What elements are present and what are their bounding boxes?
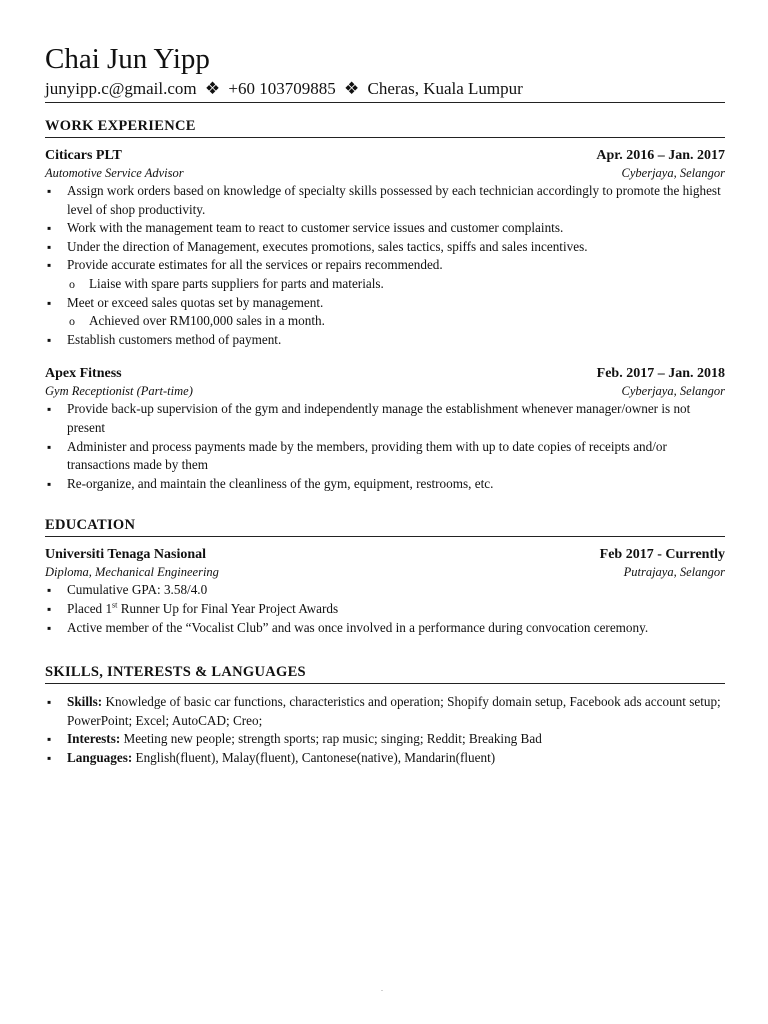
languages-label: Languages: <box>67 749 133 765</box>
languages-text: English(fluent), Malay(fluent), Cantonese(native), Mandarin(fluent) <box>132 749 496 765</box>
email-text: junyipp.c@gmail.com <box>45 79 197 98</box>
list-item-text: Placed 1 <box>67 600 113 616</box>
job-dates: Apr. 2016 – Jan. 2017 <box>596 148 725 163</box>
ordinal-suffix: st <box>112 600 118 610</box>
list-item: ▪ Administer and process payments made by the members, providing them with up to date copies of receipts and/or transactions made by them <box>45 438 725 475</box>
education-entry <box>45 546 725 637</box>
phone-text: +60 103709885 <box>228 79 336 98</box>
list-item <box>45 730 725 749</box>
section-title: SKILLS, INTERESTS & LANGUAGES <box>45 664 725 684</box>
list-item <box>45 600 725 619</box>
list-item: ▪ Assign work orders based on knowledge of specialty skills possessed by each technician accordingly to promote the highest level of shop productivity. <box>45 182 725 219</box>
skills-list <box>45 693 725 767</box>
list-item: ▪ Work with the management team to react to customer service issues and customer complaints. <box>45 219 725 238</box>
list-item <box>45 693 725 730</box>
job-title: Gym Receptionist (Part-time) <box>45 384 193 399</box>
education-list <box>45 581 725 637</box>
interests-label: Interests: <box>67 731 121 747</box>
education-section <box>45 517 725 637</box>
skills-label: Skills: <box>67 694 103 710</box>
work-experience-section <box>45 118 725 493</box>
sub-list <box>45 312 725 331</box>
school-location: Putrajaya, Selangor <box>623 565 725 580</box>
job-title: Automotive Service Advisor <box>45 166 184 180</box>
footer-mark: . <box>381 984 383 993</box>
job-location: Cyberjaya, Selangor <box>621 384 725 399</box>
sub-list <box>45 275 725 294</box>
skills-text: Knowledge of basic car functions, characteristics and operation; Shopify domain setup, Facebook ads account setup; PowerPoint; Excel; AutoCAD; Creo; <box>67 694 721 728</box>
separator-icon: ❖ <box>343 79 360 98</box>
degree-title: Diploma, Mechanical Engineering <box>45 565 219 580</box>
skills-section <box>45 664 725 767</box>
company-name: Apex Fitness <box>45 366 122 382</box>
section-title: WORK EXPERIENCE <box>45 118 725 138</box>
list-item: ▪ Meet or exceed sales quotas set by management. <box>45 294 725 313</box>
duties-list <box>45 182 725 275</box>
work-entry <box>45 147 725 349</box>
job-dates: Feb. 2017 – Jan. 2018 <box>596 366 725 382</box>
school-name: Universiti Tenaga Nasional <box>45 547 207 563</box>
list-item: ▪ Re-organize, and maintain the cleanliness of the gym, equipment, restrooms, etc. <box>45 475 725 494</box>
separator-icon: ❖ <box>204 79 221 98</box>
company-name: Citicars PLT <box>45 148 122 163</box>
list-item <box>45 749 725 768</box>
sub-list-item: o Liaise with spare parts suppliers for parts and materials. <box>45 275 725 294</box>
list-item: ▪ Under the direction of Management, executes promotions, sales tactics, spiffs and sales incentives. <box>45 238 725 257</box>
list-item: ▪ Active member of the “Vocalist Club” and was once involved in a performance during convocation ceremony. <box>45 619 725 638</box>
location-text: Cheras, Kuala Lumpur <box>367 79 523 98</box>
list-item: ▪ Establish customers method of payment. <box>45 331 725 350</box>
sub-list-item: o Achieved over RM100,000 sales in a month. <box>45 312 725 331</box>
list-item-text: Provide accurate estimates for all the services or repairs recommended. <box>67 257 443 273</box>
duties-list <box>45 294 725 313</box>
candidate-name: Chai Jun Yipp <box>45 43 210 75</box>
education-dates: Feb 2017 - Currently <box>599 547 725 563</box>
section-title: EDUCATION <box>45 517 725 537</box>
list-item <box>45 256 725 275</box>
interests-text: Meeting new people; strength sports; rap music; singing; Reddit; Breaking Bad <box>120 731 542 747</box>
list-item: ▪ Cumulative GPA: 3.58/4.0 <box>45 581 725 600</box>
duties-list <box>45 331 725 350</box>
list-item: ▪ Provide back-up supervision of the gym and independently manage the establishment whenever manager/owner is not present <box>45 400 725 437</box>
list-item-text: Runner Up for Final Year Project Awards <box>117 600 339 616</box>
duties-list <box>45 400 725 493</box>
job-location: Cyberjaya, Selangor <box>621 166 725 180</box>
contact-line <box>45 78 725 103</box>
resume-page <box>45 42 725 767</box>
work-entry <box>45 365 725 493</box>
